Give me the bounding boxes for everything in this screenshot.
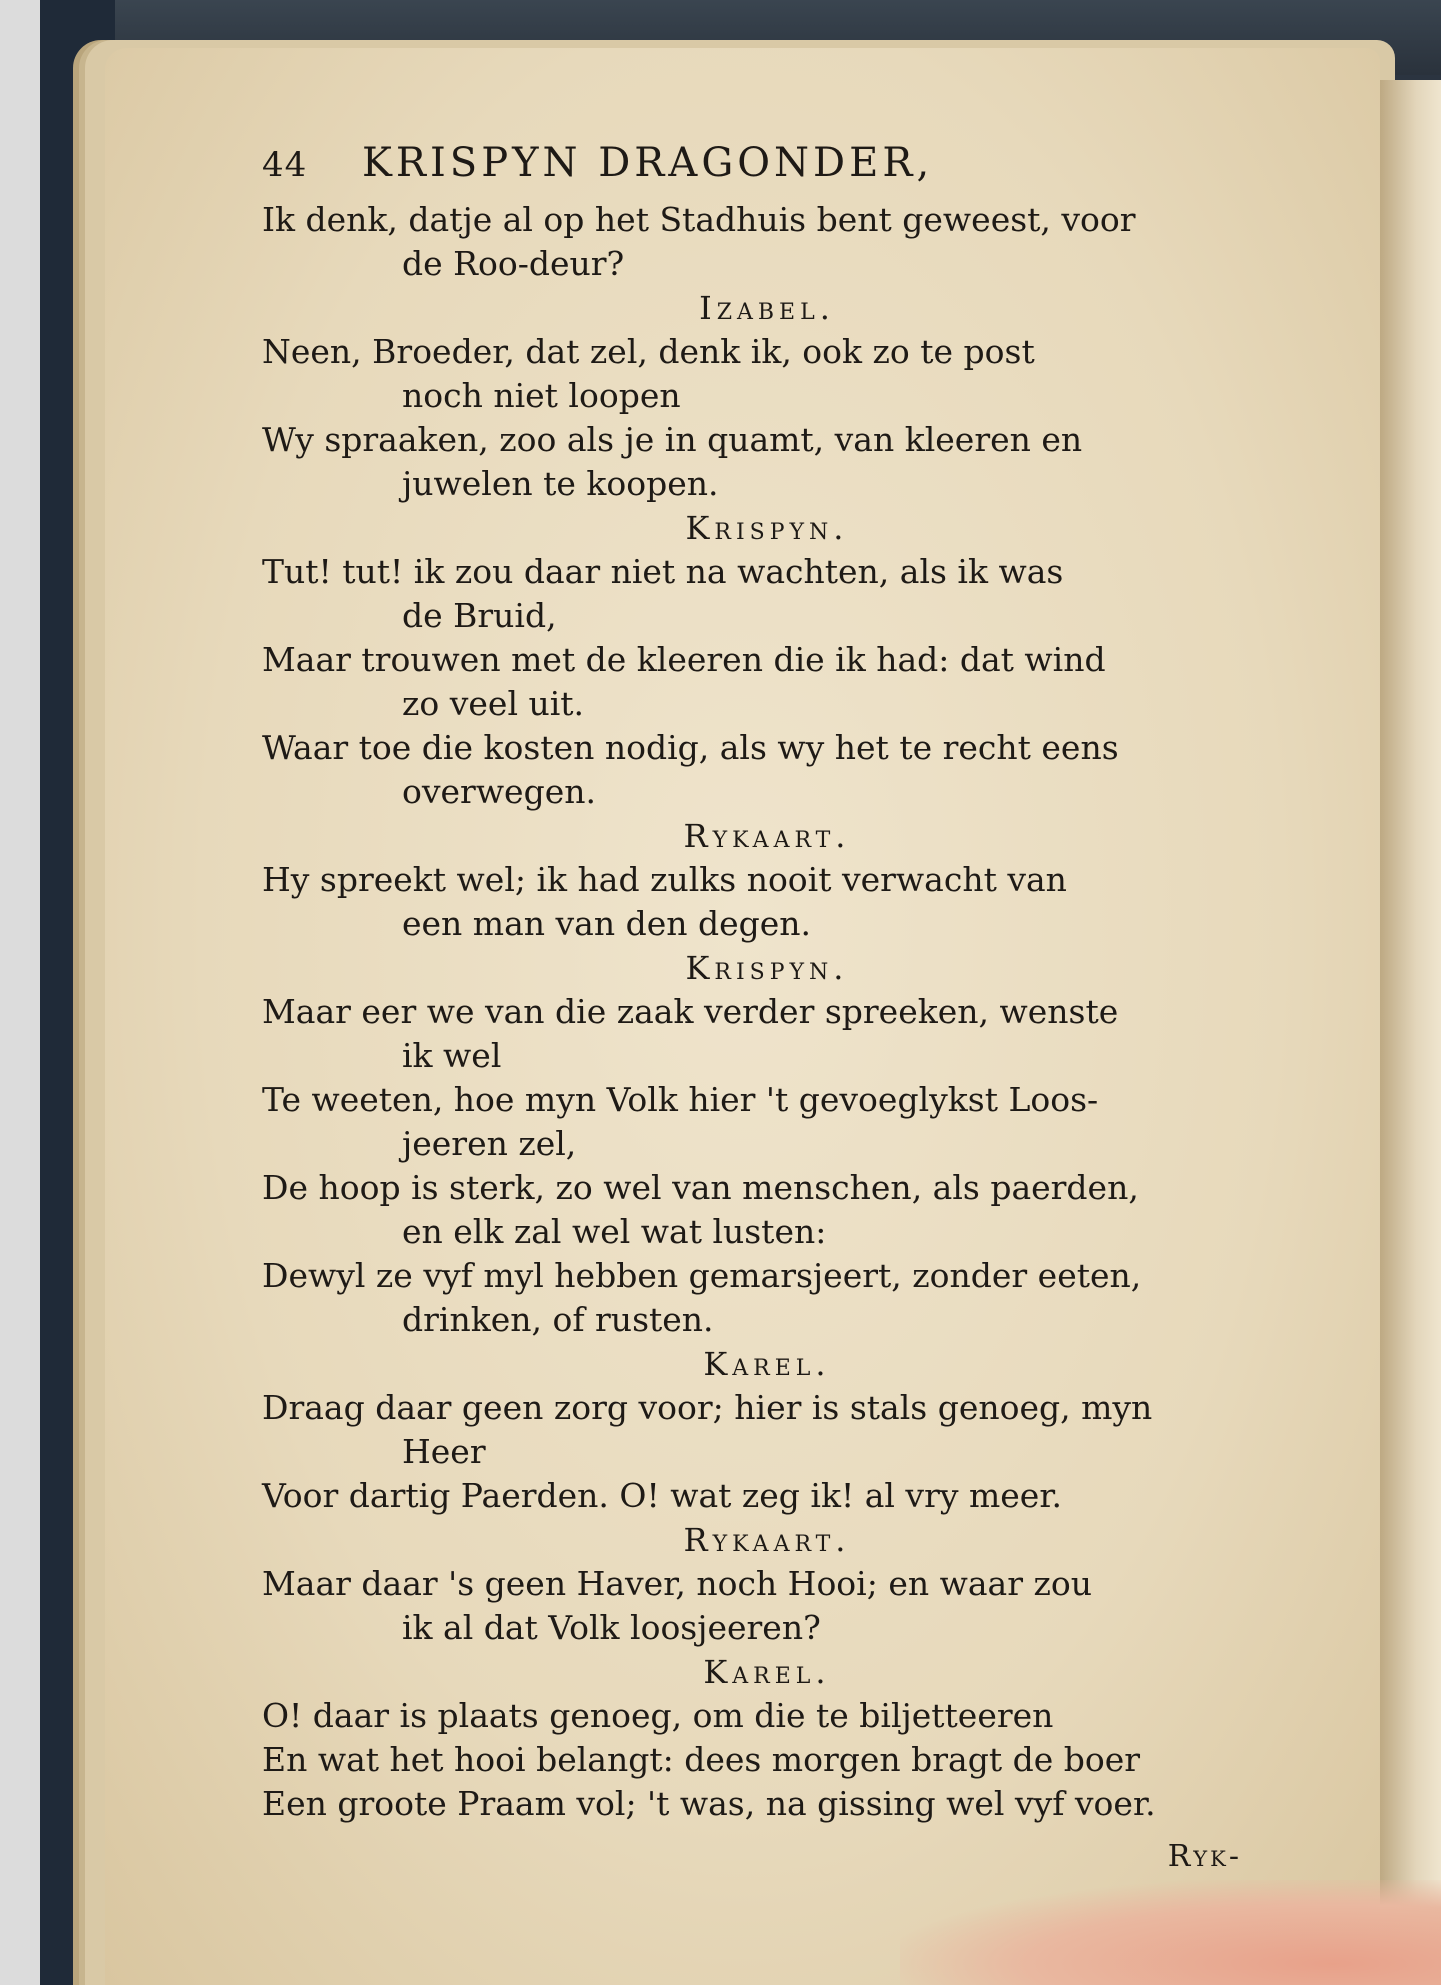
finger-holding-page bbox=[900, 1880, 1441, 1985]
verse-line: Tut! tut! ik zou daar niet na wachten, als ik was bbox=[262, 552, 1064, 591]
verse-line: Wy spraaken, zoo als je in quamt, van kleeren en bbox=[262, 420, 1083, 459]
verse-line-continuation: de Bruid, bbox=[402, 596, 557, 635]
page-number: 44 bbox=[262, 145, 308, 185]
play-text-lines bbox=[262, 198, 1272, 1826]
verse-line-continuation: juwelen te koopen. bbox=[402, 464, 719, 503]
desk-background-left bbox=[0, 0, 40, 1985]
page-text-block bbox=[262, 140, 1272, 1882]
verse-line-continuation: de Roo-deur? bbox=[402, 244, 625, 283]
facing-page-gutter bbox=[1380, 80, 1441, 1985]
verse-line: Ik denk, datje al op het Stadhuis bent geweest, voor bbox=[262, 200, 1136, 239]
verse-line-continuation: drinken, of rusten. bbox=[402, 1300, 714, 1339]
speaker-name: Izabel. bbox=[699, 289, 835, 327]
verse-line-continuation: een man van den degen. bbox=[402, 904, 812, 943]
speaker-name: Rykaart. bbox=[683, 1521, 851, 1559]
verse-line: En wat het hooi belangt: dees morgen bragt de boer bbox=[262, 1740, 1141, 1779]
verse-line: Dewyl ze vyf myl hebben gemarsjeert, zonder eeten, bbox=[262, 1256, 1142, 1295]
verse-line: Maar eer we van die zaak verder spreeken, wenste bbox=[262, 992, 1119, 1031]
speaker-name: Krispyn. bbox=[685, 949, 849, 987]
verse-line-continuation: en elk zal wel wat lusten: bbox=[402, 1212, 827, 1251]
verse-line: O! daar is plaats genoeg, om die te biljetteeren bbox=[262, 1696, 1054, 1735]
verse-line: De hoop is sterk, zo wel van menschen, als paerden, bbox=[262, 1168, 1139, 1207]
running-head bbox=[262, 140, 1272, 198]
verse-line: Maar trouwen met de kleeren die ik had: dat wind bbox=[262, 640, 1106, 679]
speaker-name: Karel. bbox=[703, 1345, 831, 1383]
verse-line: Voor dartig Paerden. O! wat zeg ik! al vry meer. bbox=[262, 1476, 1062, 1515]
speaker-name: Karel. bbox=[703, 1653, 831, 1691]
speaker-name: Krispyn. bbox=[685, 509, 849, 547]
verse-line-continuation: overwegen. bbox=[402, 772, 596, 811]
verse-line: Neen, Broeder, dat zel, denk ik, ook zo te post bbox=[262, 332, 1035, 371]
verse-line-continuation: jeeren zel, bbox=[402, 1124, 577, 1163]
verse-line: Te weeten, hoe myn Volk hier 't gevoeglykst Loos- bbox=[262, 1080, 1099, 1119]
verse-line-continuation: zo veel uit. bbox=[402, 684, 585, 723]
catchword: Ryk- bbox=[1167, 1839, 1242, 1874]
verse-line: Een groote Praam vol; 't was, na gissing wel vyf voer. bbox=[262, 1784, 1156, 1823]
verse-line: Waar toe die kosten nodig, als wy het te recht eens bbox=[262, 728, 1119, 767]
verse-line-continuation: Heer bbox=[402, 1432, 486, 1471]
verse-line-continuation: ik wel bbox=[402, 1036, 502, 1075]
speaker-name: Rykaart. bbox=[683, 817, 851, 855]
verse-line: Draag daar geen zorg voor; hier is stals genoeg, myn bbox=[262, 1388, 1153, 1427]
verse-line-continuation: ik al dat Volk loosjeeren? bbox=[402, 1608, 821, 1647]
verse-line-continuation: noch niet loopen bbox=[402, 376, 681, 415]
running-title: KRISPYN DRAGONDER, bbox=[362, 140, 934, 186]
verse-line: Hy spreekt wel; ik had zulks nooit verwacht van bbox=[262, 860, 1067, 899]
verse-line: Maar daar 's geen Haver, noch Hooi; en waar zou bbox=[262, 1564, 1092, 1603]
